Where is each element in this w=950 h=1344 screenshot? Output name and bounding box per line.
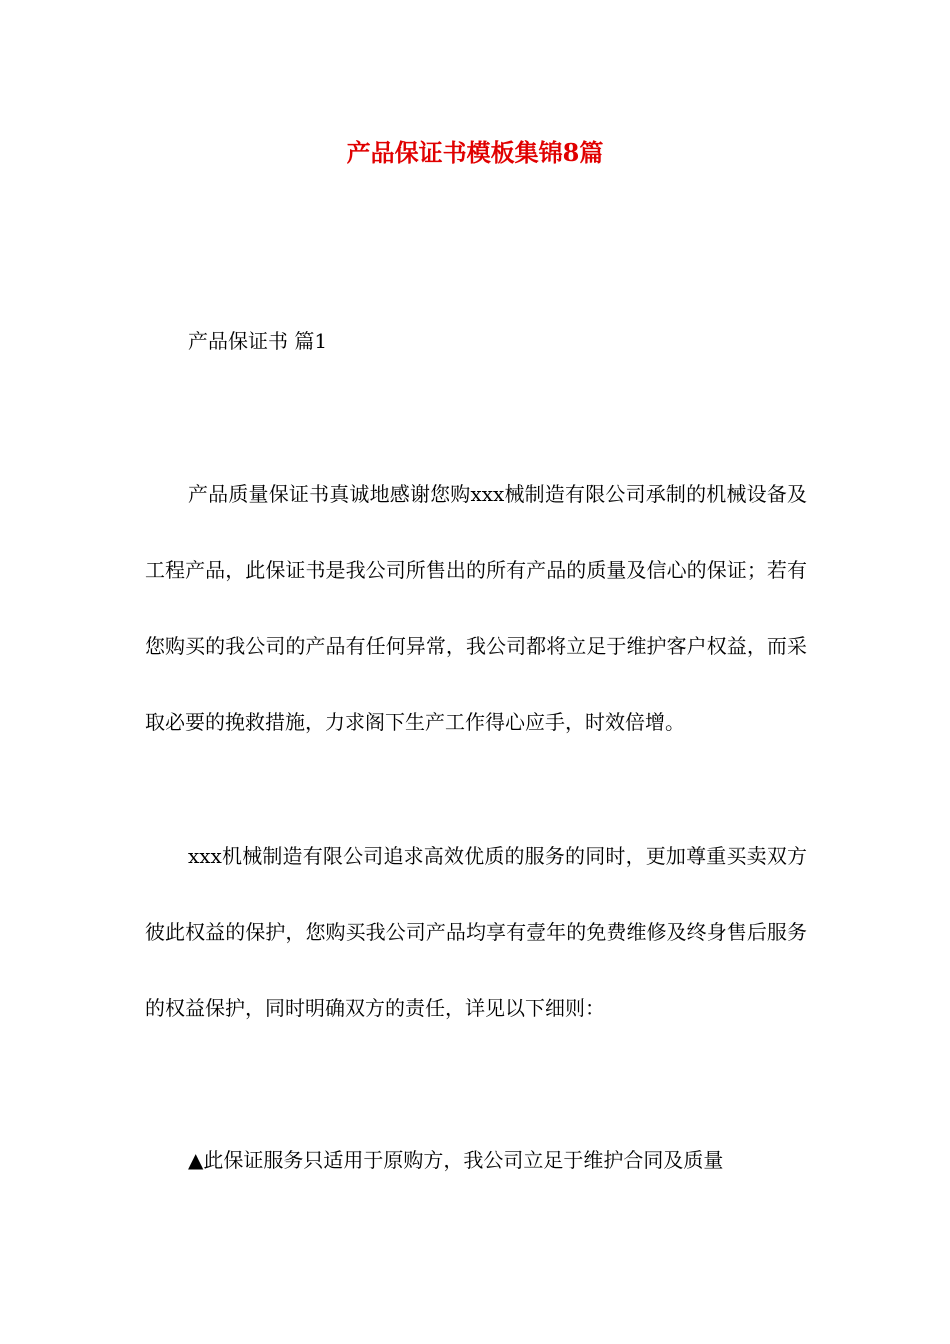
page-title: 产品保证书模板集锦8篇: [346, 138, 604, 167]
body-paragraph: xxx机械制造有限公司追求高效优质的服务的同时，更加尊重买卖双方彼此权益的保护，您购买我公司产品均享有壹年的免费维修及终身售后服务的权益保护，同时明确双方的责任，详见以下细则：: [145, 844, 807, 1020]
body-paragraph: ▲此保证服务只适用于原购方，我公司立足于维护合同及质量: [188, 1148, 724, 1172]
section-heading: 产品保证书 篇1: [188, 329, 328, 353]
body-paragraph: 产品质量保证书真诚地感谢您购xxx械制造有限公司承制的机械设备及工程产品，此保证书是我公司所售出的所有产品的质量及信心的保证；若有您购买的我公司的产品有任何异常，我公司都将立足于维护客户权益，而采取必要的挽救措施，力求阁下生产工作得心应手，时效倍增。: [145, 482, 807, 734]
